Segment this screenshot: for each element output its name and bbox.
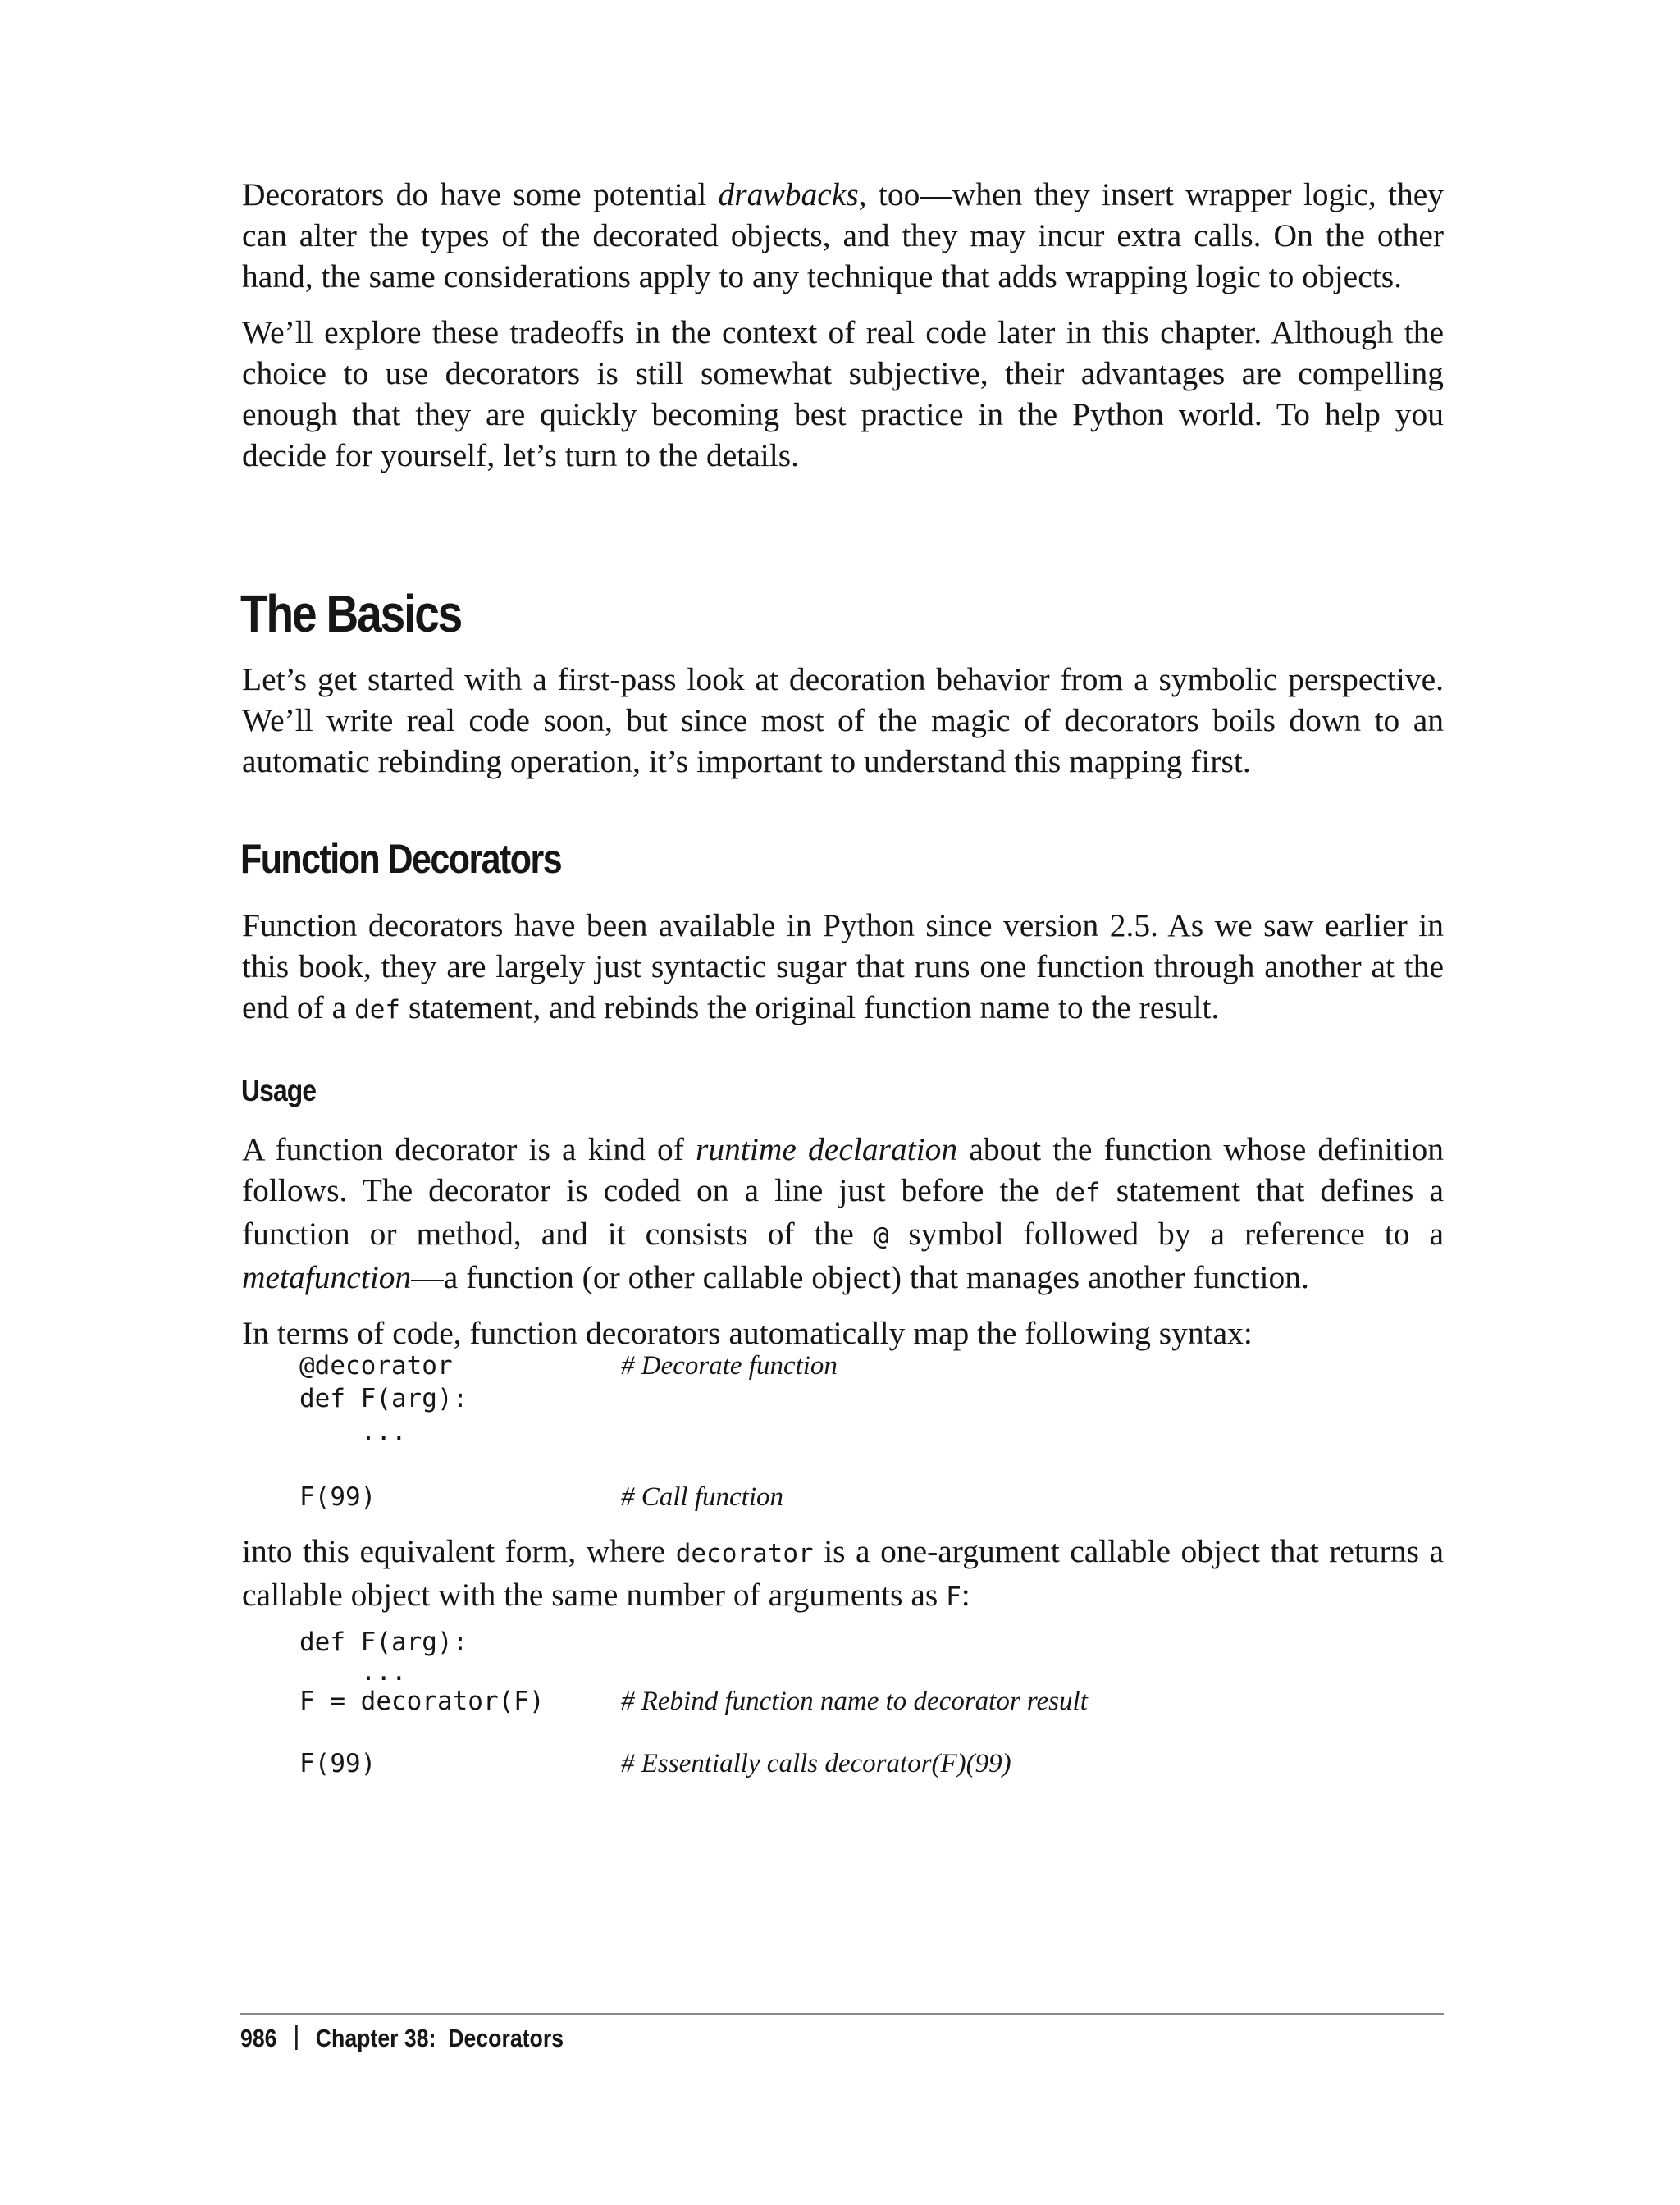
code-line: ...	[299, 1657, 407, 1687]
code-line: def F(arg):	[299, 1628, 468, 1657]
footer-separator	[295, 2025, 298, 2050]
code-block-equivalent-form	[299, 1626, 1366, 1780]
chapter-title: Chapter 38: Decorators	[315, 2024, 564, 2052]
intro-paragraph-drawbacks: Decorators do have some potential drawbacks, too—when they insert wrapper logic, they can alter the types of the decorated objects, and they may incur extra calls. On the other hand, the same considerations apply to any technique that adds wrapping logic to objects.	[242, 176, 1444, 294]
code-line: ...	[299, 1417, 407, 1446]
basics-paragraph: Let’s get started with a first-pass look at decoration behavior from a symbolic perspective. We’ll write real code soon, but since most of the magic of decorators boils down to an automatic rebinding operation, it’s important to understand this mapping first.	[242, 661, 1444, 779]
code-line: def F(arg):	[299, 1384, 468, 1413]
inline-code-def: def	[1054, 1178, 1101, 1208]
code-comment: # Call function	[621, 1482, 783, 1512]
usage-paragraph-syntax-intro: In terms of code, function decorators automatically map the following syntax:	[242, 1315, 1253, 1351]
equivalent-form-paragraph: into this equivalent form, where decorator is a one-argument callable object that returns a callable object with the same number of arguments as F:	[242, 1533, 1444, 1613]
emphasis-metafunction: metafunction	[242, 1259, 412, 1295]
code-comment: # Decorate function	[621, 1351, 838, 1381]
code-line: F(99) # Essentially calls decorator(F)(99)	[299, 1749, 1011, 1778]
inline-code-decorator: decorator	[675, 1539, 814, 1568]
code-line: F = decorator(F) # Rebind function name to decorator result	[299, 1687, 1088, 1716]
basics-section	[242, 659, 1444, 782]
inline-code-def: def	[354, 995, 401, 1025]
code-blank-line	[299, 1448, 1366, 1481]
inline-code-F: F	[946, 1582, 961, 1612]
intro-section	[242, 174, 1444, 476]
page-number: 986	[240, 2024, 277, 2052]
function-decorators-paragraph: Function decorators have been available in Python since version 2.5. As we saw earlier in this book, they are largely just syntactic sugar that runs one function through another at the end of a def statement, and rebinds the original function name to the result.	[242, 907, 1444, 1025]
section-heading-the-basics: The Basics	[240, 584, 462, 643]
page-footer	[240, 2021, 564, 2056]
code-line: F(99) # Call function	[299, 1482, 783, 1512]
footer-divider	[240, 2013, 1444, 2015]
code-comment: # Essentially calls decorator(F)(99)	[621, 1749, 1011, 1778]
usage-section	[242, 1129, 1444, 1354]
inline-code-at-symbol: @	[873, 1221, 889, 1251]
code-block-decorator-syntax	[299, 1349, 1366, 1513]
emphasis-drawbacks: drawbacks	[718, 176, 859, 212]
intro-paragraph-tradeoffs: We’ll explore these tradeoffs in the context of real code later in this chapter. Although the choice to use decorators is still somewhat subjective, their advantages are compelling enough that they are quickly becoming best practice in the Python world. To help you decide for yourself, let’s turn to the details.	[242, 314, 1444, 473]
subsection-heading-function-decorators: Function Decorators	[240, 836, 562, 882]
subsubsection-heading-usage: Usage	[241, 1074, 317, 1107]
emphasis-runtime-declaration: runtime declaration	[696, 1131, 958, 1167]
equivalent-form-section	[242, 1531, 1444, 1618]
code-comment: # Rebind function name to decorator result	[621, 1687, 1088, 1716]
function-decorators-section	[242, 905, 1444, 1030]
usage-paragraph-runtime-declaration: A function decorator is a kind of runtime declaration about the function whose definition follows. The decorator is coded on a line just before the def statement that defines a function or method, and it consists of the @ symbol followed by a reference to a metafunction—a function (or other callable object) that manages another function.	[242, 1131, 1444, 1295]
code-line: @decorator # Decorate function	[299, 1351, 838, 1381]
